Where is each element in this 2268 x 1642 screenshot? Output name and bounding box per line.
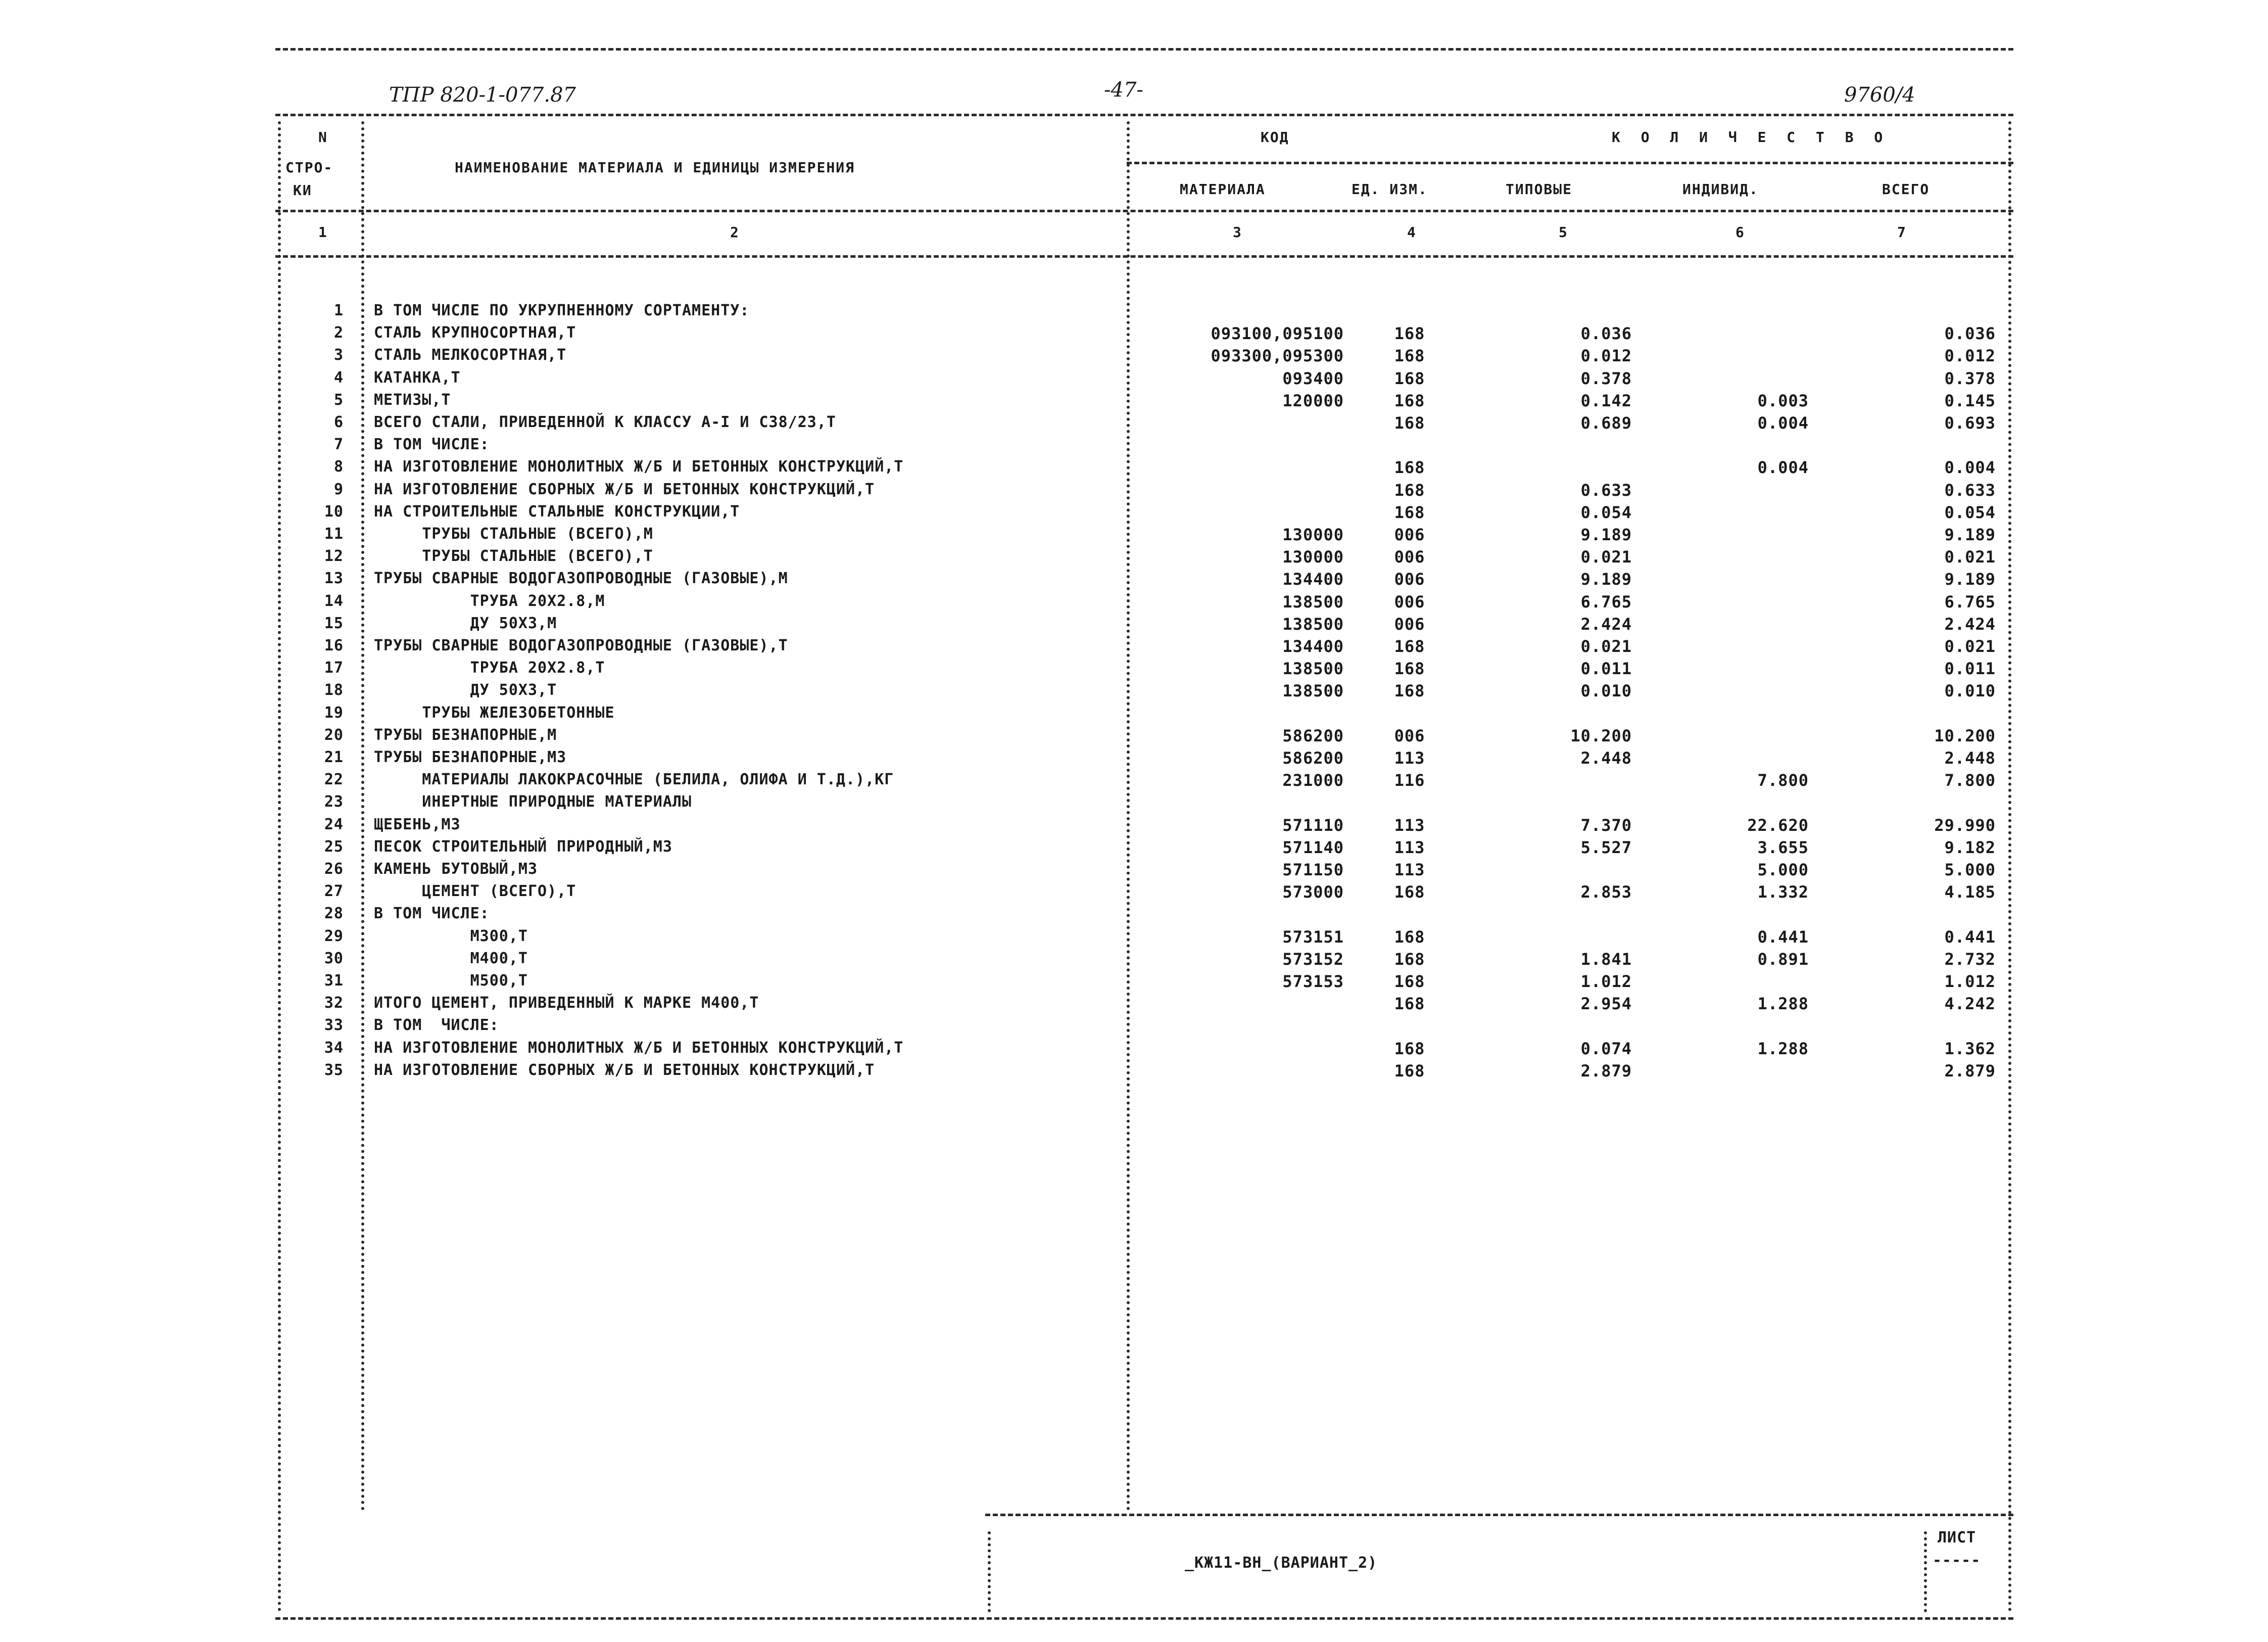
row-number: 9 [333, 481, 344, 498]
page-mark: -47- [1104, 78, 1143, 102]
qty-total: 4.185 [1944, 882, 1996, 902]
qty-total: 0.011 [1944, 659, 1996, 678]
unit-code: 168 [1394, 927, 1425, 947]
qty-typical: 5.527 [1580, 838, 1632, 857]
qty-typical: 10.200 [1570, 726, 1632, 745]
qty-typical: 2.424 [1580, 615, 1632, 634]
colnum-5: 5 [1559, 224, 1568, 241]
row-number: 31 [324, 972, 344, 990]
unit-code: 168 [1394, 346, 1425, 365]
material-code: 573000 [1282, 882, 1344, 902]
unit-code: 006 [1394, 615, 1425, 634]
material-name: МЕТИЗЫ,Т [374, 391, 451, 409]
row-number: 29 [324, 927, 344, 945]
material-code: 571110 [1282, 816, 1344, 835]
qty-individual: 0.003 [1757, 391, 1809, 410]
qty-total: 9.189 [1944, 525, 1996, 544]
qty-total: 7.800 [1944, 771, 1996, 790]
qty-typical: 2.448 [1580, 748, 1632, 768]
qty-typical: 2.853 [1580, 882, 1632, 902]
material-code: 573152 [1282, 950, 1344, 969]
material-code: 138500 [1282, 659, 1344, 678]
left-border [278, 121, 281, 1612]
row-number: 24 [324, 816, 344, 833]
material-name: В ТОМ ЧИСЛЕ: [374, 436, 490, 453]
row-number: 15 [324, 615, 344, 632]
qty-individual: 3.655 [1757, 838, 1809, 857]
material-name: ИНЕРТНЫЕ ПРИРОДНЫЕ МАТЕРИАЛЫ [374, 793, 692, 811]
header-stro: СТРО- [285, 159, 333, 176]
qty-individual: 7.800 [1757, 771, 1809, 790]
row-number: 11 [324, 525, 344, 543]
material-name: ТРУБЫ БЕЗНАПОРНЫЕ,М3 [374, 748, 567, 766]
qty-typical: 7.370 [1580, 816, 1632, 835]
unit-code: 168 [1394, 503, 1425, 522]
colnum-3: 3 [1233, 224, 1242, 241]
header-name: НАИМЕНОВАНИЕ МАТЕРИАЛА И ЕДИНИЦЫ ИЗМЕРЕНИЯ [455, 159, 855, 176]
material-name: ТРУБЫ СВАРНЫЕ ВОДОГАЗОПРОВОДНЫЕ (ГАЗОВЫЕ),М [374, 570, 788, 587]
row-number: 14 [324, 592, 344, 610]
material-code: 093400 [1282, 369, 1344, 388]
qty-individual: 0.891 [1757, 950, 1809, 969]
header-materiala: МАТЕРИАЛА [1180, 181, 1266, 198]
qty-typical: 0.074 [1580, 1039, 1632, 1058]
footer-rule-top [985, 1514, 2013, 1516]
material-code: 231000 [1282, 771, 1344, 790]
unit-code: 006 [1394, 592, 1425, 612]
unit-code: 168 [1394, 1039, 1425, 1058]
material-code: 120000 [1282, 391, 1344, 410]
top-rule [275, 48, 2013, 51]
qty-typical: 6.765 [1580, 592, 1632, 612]
unit-code: 168 [1394, 391, 1425, 410]
qty-total: 1.012 [1944, 972, 1996, 991]
row-number: 26 [324, 860, 344, 878]
row-number: 34 [324, 1039, 344, 1057]
colnum-4: 4 [1407, 224, 1417, 241]
material-name: ИТОГО ЦЕМЕНТ, ПРИВЕДЕННЫЙ К МАРКЕ М400,Т [374, 994, 759, 1012]
qty-typical: 0.021 [1580, 547, 1632, 567]
qty-total: 1.362 [1944, 1039, 1996, 1058]
unit-code: 168 [1394, 369, 1425, 388]
header-rule-sub [1127, 162, 2013, 164]
material-name: ЦЕМЕНТ (ВСЕГО),Т [374, 882, 576, 900]
row-number: 3 [333, 346, 344, 364]
qty-total: 0.010 [1944, 681, 1996, 700]
material-name: ЩЕБЕНЬ,М3 [374, 816, 461, 833]
qty-typical: 2.954 [1580, 994, 1632, 1013]
qty-individual: 1.288 [1757, 1039, 1809, 1058]
row-number: 35 [324, 1061, 344, 1079]
unit-code: 168 [1394, 659, 1425, 678]
row-number: 8 [333, 458, 344, 476]
material-name: НА СТРОИТЕЛЬНЫЕ СТАЛЬНЫЕ КОНСТРУКЦИИ,Т [374, 503, 740, 521]
unit-code: 006 [1394, 547, 1425, 567]
qty-typical: 1.012 [1580, 972, 1632, 991]
material-name: НА ИЗГОТОВЛЕНИЕ СБОРНЫХ Ж/Б И БЕТОННЫХ КОНСТРУКЦИЙ,Т [374, 481, 875, 498]
qty-typical: 0.142 [1580, 391, 1632, 410]
qty-total: 4.242 [1944, 994, 1996, 1013]
header-kolichestvo: К О Л И Ч Е С Т В О [1612, 129, 1889, 146]
qty-total: 0.633 [1944, 481, 1996, 500]
qty-total: 2.732 [1944, 950, 1996, 969]
qty-total: 0.004 [1944, 458, 1996, 477]
material-name: ТРУБА 20Х2.8,Т [374, 659, 605, 677]
material-code: 138500 [1282, 681, 1344, 700]
row-number: 33 [324, 1016, 344, 1034]
material-name: В ТОМ ЧИСЛЕ ПО УКРУПНЕННОМУ СОРТАМЕНТУ: [374, 302, 750, 319]
qty-typical: 0.021 [1580, 637, 1632, 656]
row-number: 25 [324, 838, 344, 856]
qty-typical: 9.189 [1580, 525, 1632, 544]
row-number: 5 [333, 391, 344, 409]
material-code: 573151 [1282, 927, 1344, 947]
right-border [2008, 121, 2011, 1612]
inventory-number: 9760/4 [1844, 83, 1915, 107]
unit-code: 168 [1394, 637, 1425, 656]
material-name: КАТАНКА,Т [374, 369, 461, 387]
qty-typical: 0.054 [1580, 503, 1632, 522]
qty-total: 10.200 [1934, 726, 1996, 745]
material-code: 093100,095100 [1211, 324, 1344, 343]
row-number: 22 [324, 771, 344, 788]
header-ed-izm: ЕД. ИЗМ. [1352, 181, 1428, 198]
material-name: В ТОМ ЧИСЛЕ: [374, 905, 490, 922]
qty-typical: 1.841 [1580, 950, 1632, 969]
unit-code: 113 [1394, 860, 1425, 879]
qty-typical: 0.689 [1580, 413, 1632, 433]
material-code: 130000 [1282, 525, 1344, 544]
doc-code: ТПР 820-1-077.87 [389, 83, 576, 107]
qty-typical: 9.189 [1580, 570, 1632, 589]
material-code: 586200 [1282, 726, 1344, 745]
unit-code: 168 [1394, 324, 1425, 343]
header-rule-mid [275, 210, 2013, 212]
qty-total: 2.424 [1944, 615, 1996, 634]
unit-code: 168 [1394, 950, 1425, 969]
drawing-stamp: _КЖ11-ВН_(ВАРИАНТ_2) [1185, 1554, 1378, 1572]
qty-individual: 0.004 [1757, 458, 1809, 477]
header-ki: КИ [293, 182, 312, 199]
qty-total: 0.054 [1944, 503, 1996, 522]
col-name-divider [1127, 121, 1130, 1511]
material-name: НА ИЗГОТОВЛЕНИЕ МОНОЛИТНЫХ Ж/Б И БЕТОННЫХ КОНСТРУКЦИЙ,Т [374, 458, 904, 476]
qty-total: 0.036 [1944, 324, 1996, 343]
row-number: 13 [324, 570, 344, 587]
stamp-left-border [988, 1531, 991, 1612]
qty-total: 29.990 [1934, 816, 1996, 835]
unit-code: 006 [1394, 570, 1425, 589]
qty-typical: 0.378 [1580, 369, 1632, 388]
qty-individual: 22.620 [1747, 816, 1809, 835]
qty-typical: 0.633 [1580, 481, 1632, 500]
unit-code: 006 [1394, 726, 1425, 745]
qty-total: 0.441 [1944, 927, 1996, 947]
unit-code: 113 [1394, 748, 1425, 768]
row-number: 20 [324, 726, 344, 744]
material-name: ТРУБЫ СТАЛЬНЫЕ (ВСЕГО),Т [374, 547, 653, 565]
header-vsego: ВСЕГО [1882, 181, 1930, 198]
material-name: ТРУБЫ СВАРНЫЕ ВОДОГАЗОПРОВОДНЫЕ (ГАЗОВЫЕ),Т [374, 637, 788, 654]
material-name: СТАЛЬ КРУПНОСОРТНАЯ,Т [374, 324, 576, 342]
unit-code: 168 [1394, 972, 1425, 991]
qty-total: 9.182 [1944, 838, 1996, 857]
material-name: ТРУБЫ ЖЕЛЕЗОБЕТОННЫЕ [374, 704, 615, 722]
material-name: ДУ 50Х3,М [374, 615, 557, 632]
material-name: М400,Т [374, 950, 528, 967]
qty-individual: 1.332 [1757, 882, 1809, 902]
row-number: 28 [324, 905, 344, 922]
row-number: 16 [324, 637, 344, 654]
material-name: НА ИЗГОТОВЛЕНИЕ МОНОЛИТНЫХ Ж/Б И БЕТОННЫХ КОНСТРУКЦИЙ,Т [374, 1039, 904, 1057]
qty-total: 0.693 [1944, 413, 1996, 433]
row-number: 18 [324, 681, 344, 699]
sheet-dashes: ----- [1933, 1552, 1981, 1569]
material-name: ТРУБЫ БЕЗНАПОРНЫЕ,М [374, 726, 557, 744]
material-name: НА ИЗГОТОВЛЕНИЕ СБОРНЫХ Ж/Б И БЕТОННЫХ КОНСТРУКЦИЙ,Т [374, 1061, 875, 1079]
qty-typical: 0.012 [1580, 346, 1632, 365]
unit-code: 168 [1394, 1061, 1425, 1081]
unit-code: 168 [1394, 413, 1425, 433]
unit-code: 168 [1394, 994, 1425, 1013]
header-n: N [318, 129, 328, 146]
colnum-6: 6 [1735, 224, 1745, 241]
row-number: 19 [324, 704, 344, 722]
qty-typical: 0.010 [1580, 681, 1632, 700]
qty-typical: 2.879 [1580, 1061, 1632, 1081]
material-name: М300,Т [374, 927, 528, 945]
qty-total: 0.021 [1944, 547, 1996, 567]
material-code: 138500 [1282, 592, 1344, 612]
header-tipovye: ТИПОВЫЕ [1506, 181, 1573, 198]
qty-typical: 0.011 [1580, 659, 1632, 678]
unit-code: 116 [1394, 771, 1425, 790]
material-code: 130000 [1282, 547, 1344, 567]
qty-individual: 0.441 [1757, 927, 1809, 947]
material-name: ТРУБЫ СТАЛЬНЫЕ (ВСЕГО),М [374, 525, 653, 543]
material-name: КАМЕНЬ БУТОВЫЙ,М3 [374, 860, 538, 878]
qty-typical: 0.036 [1580, 324, 1632, 343]
row-number: 23 [324, 793, 344, 811]
unit-code: 168 [1394, 681, 1425, 700]
row-number: 17 [324, 659, 344, 677]
row-number: 7 [333, 436, 344, 453]
material-name: МАТЕРИАЛЫ ЛАКОКРАСОЧНЫЕ (БЕЛИЛА, ОЛИФА И Т.Д.),КГ [374, 771, 894, 788]
header-rule-bottom [275, 255, 2013, 258]
header-rule-top [275, 114, 2013, 116]
header-individ: ИНДИВИД. [1682, 181, 1759, 198]
col-n-divider [361, 121, 364, 1511]
row-number: 32 [324, 994, 344, 1012]
row-number: 21 [324, 748, 344, 766]
material-code: 571140 [1282, 838, 1344, 857]
material-name: СТАЛЬ МЕЛКОСОРТНАЯ,Т [374, 346, 567, 364]
row-number: 30 [324, 950, 344, 967]
qty-individual: 1.288 [1757, 994, 1809, 1013]
qty-total: 0.021 [1944, 637, 1996, 656]
colnum-7: 7 [1897, 224, 1907, 241]
material-name: ВСЕГО СТАЛИ, ПРИВЕДЕННОЙ К КЛАССУ А-I И С38/23,Т [374, 413, 836, 431]
material-code: 134400 [1282, 637, 1344, 656]
colnum-1: 1 [318, 224, 328, 241]
material-name: ДУ 50Х3,Т [374, 681, 557, 699]
qty-total: 2.448 [1944, 748, 1996, 768]
unit-code: 113 [1394, 838, 1425, 857]
unit-code: 006 [1394, 525, 1425, 544]
material-code: 138500 [1282, 615, 1344, 634]
sheet-box-left-border [1924, 1531, 1927, 1612]
material-name: ПЕСОК СТРОИТЕЛЬНЫЙ ПРИРОДНЫЙ,М3 [374, 838, 672, 856]
material-code: 134400 [1282, 570, 1344, 589]
unit-code: 168 [1394, 481, 1425, 500]
material-code: 573153 [1282, 972, 1344, 991]
qty-total: 0.145 [1944, 391, 1996, 410]
qty-total: 0.012 [1944, 346, 1996, 365]
qty-total: 6.765 [1944, 592, 1996, 612]
row-number: 2 [333, 324, 344, 342]
row-number: 1 [333, 302, 344, 319]
bottom-rule [275, 1617, 2013, 1620]
sheet-label: ЛИСТ [1938, 1529, 1976, 1546]
qty-individual: 5.000 [1757, 860, 1809, 879]
unit-code: 168 [1394, 882, 1425, 902]
material-code: 571150 [1282, 860, 1344, 879]
material-name: ТРУБА 20Х2.8,М [374, 592, 605, 610]
row-number: 6 [333, 413, 344, 431]
unit-code: 113 [1394, 816, 1425, 835]
material-code: 586200 [1282, 748, 1344, 768]
material-name: М500,Т [374, 972, 528, 990]
colnum-2: 2 [730, 224, 740, 241]
qty-individual: 0.004 [1757, 413, 1809, 433]
qty-total: 2.879 [1944, 1061, 1996, 1081]
row-number: 12 [324, 547, 344, 565]
qty-total: 5.000 [1944, 860, 1996, 879]
material-code: 093300,095300 [1211, 346, 1344, 365]
row-number: 4 [333, 369, 344, 387]
row-number: 10 [324, 503, 344, 521]
header-kod: КОД [1261, 129, 1289, 146]
row-number: 27 [324, 882, 344, 900]
unit-code: 168 [1394, 458, 1425, 477]
qty-total: 9.189 [1944, 570, 1996, 589]
material-name: В ТОМ ЧИСЛЕ: [374, 1016, 499, 1034]
qty-total: 0.378 [1944, 369, 1996, 388]
